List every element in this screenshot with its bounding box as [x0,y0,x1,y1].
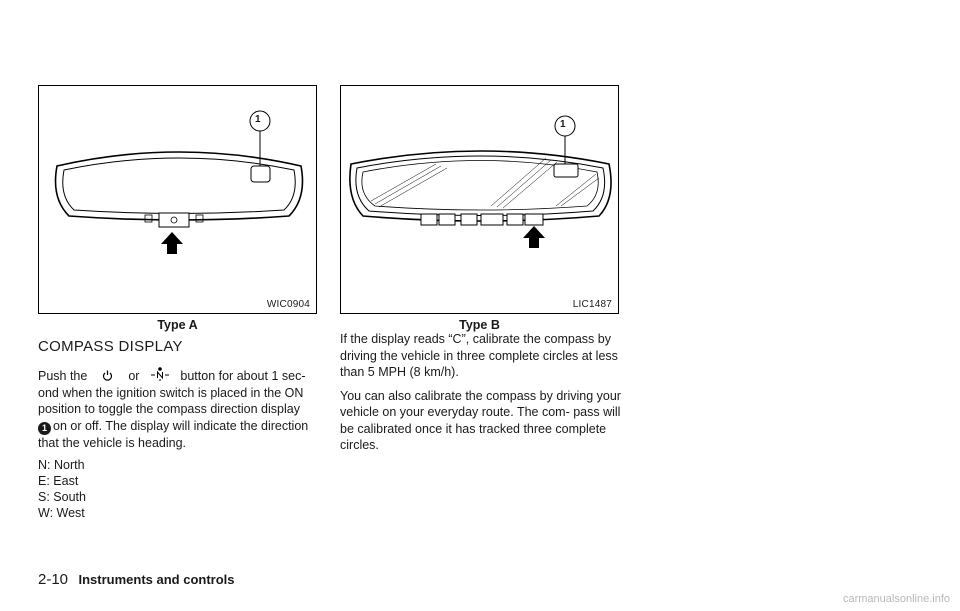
instruction-paragraph [38,367,321,451]
mirror-type-a-illustration [39,86,318,315]
calibration-paragraph-1: If the display reads “C”, calibrate the compass by driving the vehicle in three complete circles at less than 5 MPH (8 km/h). [340,332,618,379]
calibration-column [340,331,622,461]
page-number: 2-10 [38,571,69,588]
figure-caption-type-b: Type B [459,318,500,332]
direction-list [38,457,86,521]
direction-north: N: North [38,458,85,472]
compass-n-icon [143,367,177,385]
direction-south: S: South [38,490,86,504]
push-the-text: Push the [38,369,88,383]
figure-type-b [340,85,619,314]
text-b: on or off. The display will indicate the direction that the vehicle is heading. [38,418,309,450]
figure-type-a [38,85,317,314]
power-icon [91,368,125,385]
figure-callout-1: 1 [255,114,261,125]
calibration-paragraph-2: You can also calibrate the compass by driving your vehicle on your everyday route. The com- pass will be calibrated once it has tracked three complete circles. [340,388,621,452]
watermark: carmanualsonline.info [842,593,950,605]
figure-callout-1: 1 [560,119,566,130]
figure-caption-type-a: Type A [157,318,198,332]
footer-section-title: Instruments and controls [78,572,235,587]
figure-code: LIC1487 [572,299,612,310]
page-footer [38,571,235,589]
text-a: button for about 1 sec- ond when the ignition switch is placed in the ON position to toggle the compass direction display [38,369,306,416]
callout-1-badge: 1 [38,422,51,435]
direction-west: W: West [38,506,85,520]
mirror-type-b-illustration [341,86,620,315]
figure-code: WIC0904 [266,299,310,310]
section-heading: COMPASS DISPLAY [38,338,183,355]
direction-east: E: East [38,474,79,488]
or-text: or [128,369,140,383]
